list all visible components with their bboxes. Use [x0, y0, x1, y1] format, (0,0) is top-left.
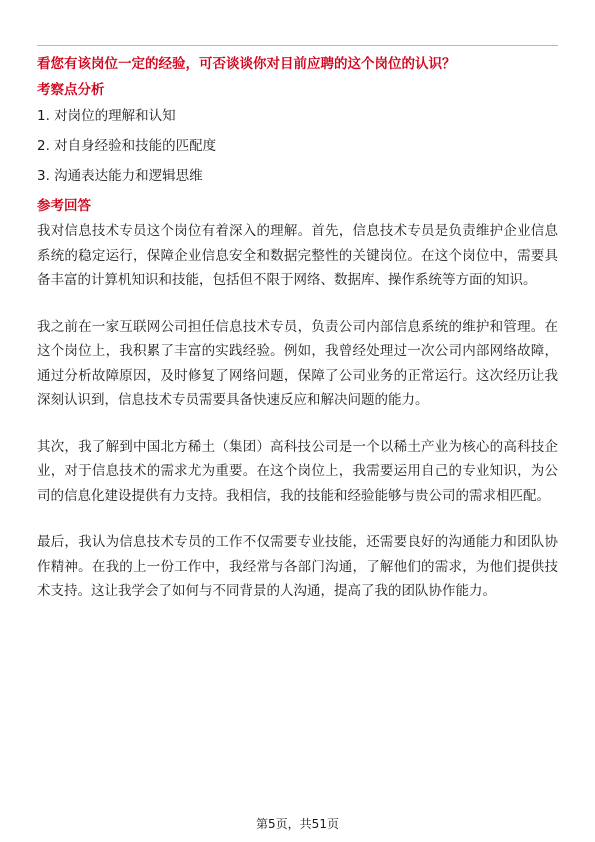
page-number: 第5页，共51页 [256, 817, 339, 831]
answer-heading: 参考回答 [37, 198, 91, 214]
analysis-point: 1. 对岗位的理解和认知 [37, 108, 176, 124]
analysis-point: 3. 沟通表达能力和逻辑思维 [37, 168, 203, 184]
analysis-heading: 考察点分析 [37, 82, 105, 98]
analysis-list [37, 106, 558, 186]
page-content [37, 54, 558, 626]
answer-paragraph: 最后，我认为信息技术专员的工作不仅需要专业技能，还需要良好的沟通能力和团队协作精神。在我的上一份工作中，我经常与各部门沟通，了解他们的需求，为他们提供技术支持。这让我学会了如何与不同背景的人沟通，提高了我的团队协作能力。 [37, 534, 558, 599]
question-title: 看您有该岗位一定的经验，可否谈谈你对目前应聘的这个岗位的认识？ [37, 56, 456, 72]
analysis-point: 2. 对自身经验和技能的匹配度 [37, 138, 217, 154]
answer-paragraph: 其次，我了解到中国北方稀土（集团）高科技公司是一个以稀土产业为核心的高科技企业，对于信息技术的需求尤为重要。在这个岗位上，我需要运用自己的专业知识，为公司的信息化建设提供有力支持。我相信，我的技能和经验能够与贵公司的需求相匹配。 [37, 438, 558, 504]
answer-body [37, 219, 558, 604]
answer-paragraph: 我之前在一家互联网公司担任信息技术专员，负责公司内部信息系统的维护和管理。在这个岗位上，我积累了丰富的实践经验。例如，我曾经处理过一次公司内部网络故障，通过分析故障原因，及时修复了网络问题，保障了公司业务的正常运行。这次经历让我深刻认识到，信息技术专员需要具备快速反应和解决问题的能力。 [37, 318, 558, 408]
header-divider [37, 45, 558, 46]
answer-paragraph: 我对信息技术专员这个岗位有着深入的理解。首先，信息技术专员是负责维护企业信息系统的稳定运行，保障企业信息安全和数据完整性的关键岗位。在这个岗位中，需要具备丰富的计算机知识和技能，包括但不限于网络、数据库、操作系统等方面的知识。 [37, 223, 558, 288]
